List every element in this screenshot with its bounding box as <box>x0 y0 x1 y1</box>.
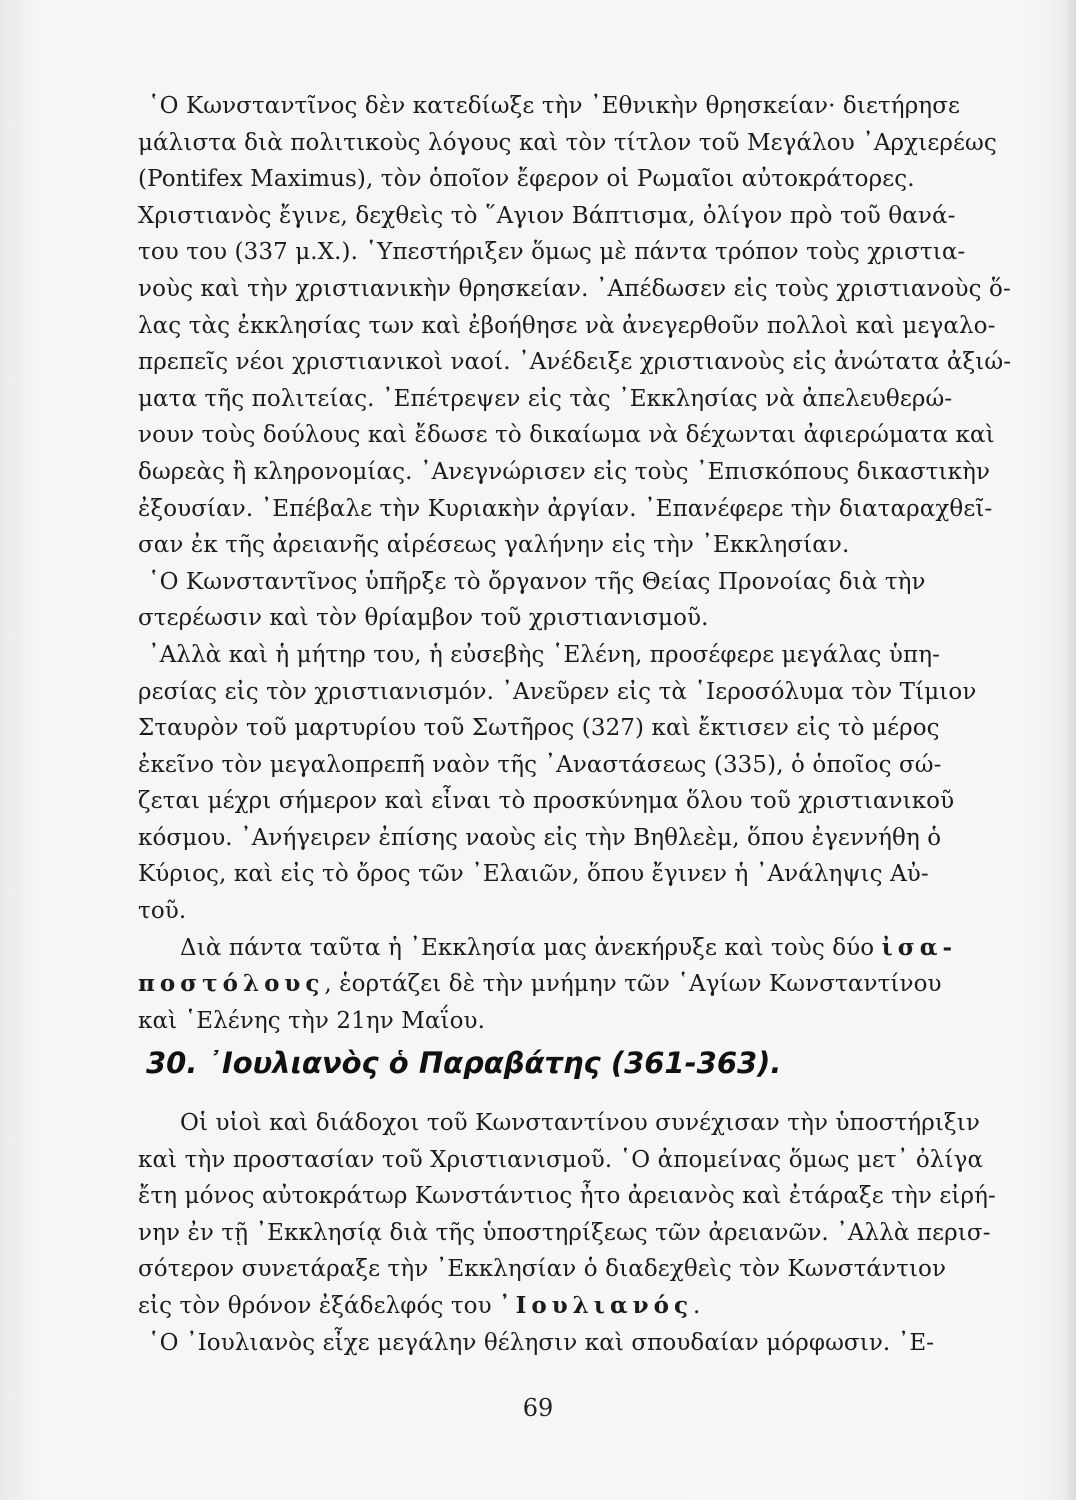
text-line: καὶ ῾Ελένης τὴν 21ην Μαΐου. <box>138 1007 486 1034</box>
text-line: ρεσίας εἰς τὸν χριστιανισμόν. ᾿Ανεῦρεν εἰς τὰ ῾Ιεροσόλυμα τὸν Τίμιον <box>138 678 977 705</box>
section-heading-wrap <box>138 1040 880 1086</box>
text-line: λας τὰς ἐκκλησίας των καὶ ἐβοήθησε νὰ ἀνεγερθοῦν πολλοὶ καὶ μεγαλο- <box>138 312 996 339</box>
text-line: σαν ἐκ τῆς ἀρειανῆς αἱρέσεως γαλήνην εἰς τὴν ᾿Εκκλησίαν. <box>138 532 850 559</box>
text-line: στερέωσιν καὶ τὸν θρίαμβον τοῦ χριστιανισμοῦ. <box>138 605 709 632</box>
text-line: ἔτη μόνος αὐτοκράτωρ Κωνστάντιος ἦτο ἀρειανὸς καὶ ἐτάραξε τὴν εἰρή- <box>138 1183 996 1210</box>
text-line: Σταυρὸν τοῦ μαρτυρίου τοῦ Σωτῆρος (327) καὶ ἔκτισεν εἰς τὸ μέρος <box>138 715 940 742</box>
text-line: ἐξουσίαν. ᾿Επέβαλε τὴν Κυριακὴν ἀργίαν. ᾿Επανέφερε τὴν διαταραχθεῖ- <box>138 495 993 522</box>
emphasis-isapostolous-2: ποστόλους <box>138 970 325 998</box>
text-line: κόσμου. ᾿Ανήγειρεν ἐπίσης ναοὺς εἰς τὴν Βηθλεὲμ, ὅπου ἐγεννήθη ὁ <box>138 824 942 851</box>
text-line: πρεπεῖς νέοι χριστιανικοὶ ναοί. ᾿Ανέδειξε χριστιανοὺς εἰς ἀνώτατα ἀξιώ- <box>138 349 1012 376</box>
emphasis-ioulianos: ᾿Ιουλιανός <box>499 1291 693 1319</box>
text-line: νοὺς καὶ τὴν χριστιανικὴν θρησκείαν. ᾿Απέδωσεν εἰς τοὺς χριστιανοὺς ὅ- <box>138 275 1011 302</box>
paragraph-julian <box>138 1105 996 1288</box>
text-line: Κύριος, καὶ εἰς τὸ ὄρος τῶν ᾿Ελαιῶν, ὅπου ἔγινεν ἡ ᾿Ανάληψις Αὐ- <box>138 861 929 888</box>
text-line: σότερον συνετάραξε τὴν ᾿Εκκλησίαν ὁ διαδεχθεὶς τὸν Κωνστάντιον <box>138 1256 947 1283</box>
text-line: Οἱ υἱοὶ καὶ διάδοχοι τοῦ Κωνσταντίνου συνέχισαν τὴν ὑποστήριξιν <box>180 1110 980 1136</box>
text-line: Χριστιανὸς ἔγινε, δεχθεὶς τὸ ῞Αγιον Βάπτισμα, ὀλίγον πρὸ τοῦ θανά- <box>138 202 956 229</box>
text-line: ποστόλους, ἑορτάζει δὲ τὴν μνήμην τῶν ῾Αγίων Κωνσταντίνου <box>138 970 942 998</box>
text-line: καὶ τὴν προστασίαν τοῦ Χριστιανισμοῦ. ῾Ο ἀπομείνας ὅμως μετ᾿ ὀλίγα <box>138 1146 984 1173</box>
section-heading: 30. ᾿Ιουλιανὸς ὁ Παραβάτης (361-363). <box>146 1046 782 1080</box>
text-line: τοῦ. <box>138 898 187 925</box>
text-line: ῾Ο Κωνσταντῖνος δὲν κατεδίωξε τὴν ᾿Εθνικὴν θρησκείαν· διετήρησε <box>148 93 961 119</box>
text-line: νην ἐν τῇ ᾿Εκκλησίᾳ διὰ τῆς ὑποστηρίξεως τῶν ἀρειανῶν. ᾿Αλλὰ περισ- <box>138 1219 991 1246</box>
paragraph-konstantinos <box>138 88 1012 930</box>
text-line: εἰς τὸν θρόνον ἐξάδελφός του ᾿Ιουλιανός. <box>138 1291 701 1319</box>
text-line: ᾿Αλλὰ καὶ ἡ μήτηρ του, ἡ εὐσεβὴς ῾Ελένη, προσέφερε μεγάλας ὑπη- <box>148 641 940 668</box>
body-text-top <box>138 88 1012 1039</box>
text-line: νουν τοὺς δούλους καὶ ἔδωσε τὸ δικαίωμα νὰ δέχωνται ἀφιερώματα καὶ <box>138 422 995 449</box>
emphasis-isapostolous-1: ἰσα- <box>881 933 957 961</box>
text-line: (Pontifex Maximus), τὸν ὁποῖον ἔφερον οἱ Ρωμαῖοι αὐτοκράτορες. <box>138 166 915 193</box>
text-line: μάλιστα διὰ πολιτικοὺς λόγους καὶ τὸν τίτλον τοῦ Μεγάλου ᾿Αρχιερέως <box>138 129 997 156</box>
text-line: του του (337 μ.Χ.). ῾Υπεστήριξεν ὅμως μὲ πάντα τρόπον τοὺς χριστια- <box>138 239 966 266</box>
body-text-bottom <box>138 1105 996 1361</box>
scan-shadow <box>1062 0 1076 1500</box>
page-number: 69 <box>522 1394 554 1422</box>
text-line: ζεται μέχρι σήμερον καὶ εἶναι τὸ προσκύνημα ὅλου τοῦ χριστιανικοῦ <box>138 788 955 815</box>
text-line: ῾Ο ᾿Ιουλιανὸς εἶχε μεγάλην θέλησιν καὶ σπουδαίαν μόρφωσιν. ᾿Ε- <box>148 1329 935 1356</box>
text-line: ἐκεῖνο τὸν μεγαλοπρεπῆ ναὸν τῆς ᾿Αναστάσεως (335), ὁ ὁποῖος σώ- <box>138 751 942 778</box>
text-line: ματα τῆς πολιτείας. ᾿Επέτρεψεν εἰς τὰς ᾿Εκκλησίας νὰ ἀπελευθερώ- <box>138 385 953 412</box>
text-line: δωρεὰς ἢ κληρονομίας. ᾿Ανεγνώρισεν εἰς τοὺς ᾿Επισκόπους δικαστικὴν <box>138 458 991 485</box>
text-line: Διὰ πάντα ταῦτα ἡ ᾿Εκκλησία μας ἀνεκήρυξε καὶ τοὺς δύο ἰσα- <box>180 933 957 961</box>
text-line: ῾Ο Κωνσταντῖνος ὑπῆρξε τὸ ὄργανον τῆς Θείας Προνοίας διὰ τὴν <box>148 568 926 595</box>
